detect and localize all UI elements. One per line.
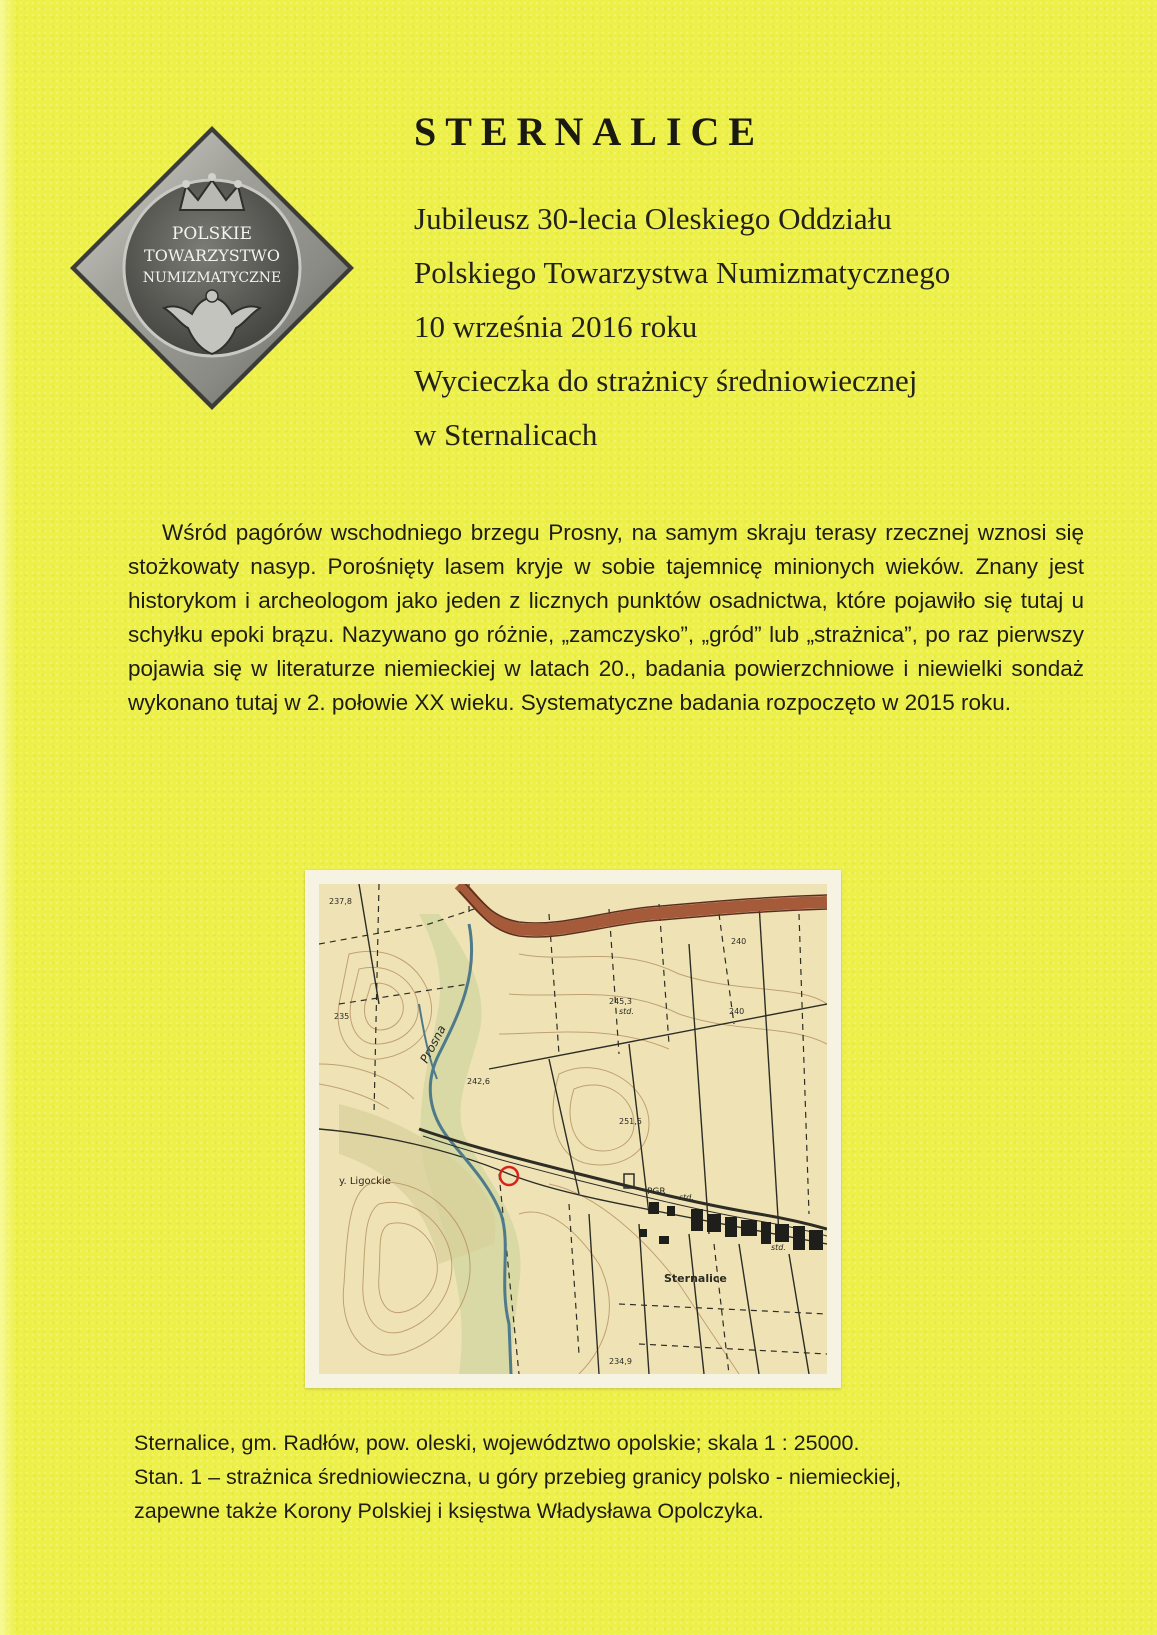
event-subtitle bbox=[414, 192, 1114, 462]
map-label-std-2: std. bbox=[771, 1243, 786, 1252]
subtitle-line: Wycieczka do strażnicy średniowiecznej bbox=[414, 363, 918, 398]
map-caption bbox=[134, 1426, 1134, 1528]
caption-line: Sternalice, gm. Radłów, pow. oleski, województwo opolskie; skala 1 : 25000. bbox=[134, 1431, 860, 1455]
map-label-std-1: std. bbox=[679, 1193, 694, 1202]
map-label-elevation: 237,8 bbox=[329, 897, 352, 906]
map-label-sternalice: Sternalice bbox=[664, 1272, 727, 1285]
badge-text-line-3: NUMIZMATYCZNE bbox=[142, 270, 282, 286]
page-edge bbox=[0, 0, 16, 1635]
map-label-elevation: 234,9 bbox=[609, 1357, 632, 1366]
map-label-pgr: PGR bbox=[647, 1187, 666, 1197]
map-label-elevation: 235 bbox=[334, 1012, 350, 1021]
map-label-elevation: 240 bbox=[731, 937, 747, 946]
caption-line: zapewne także Korony Polskiej i księstwa Władysława Opolczyka. bbox=[134, 1499, 764, 1523]
map-label-elevation: 251,5 bbox=[619, 1117, 642, 1126]
map-label-prosna: Prosna bbox=[417, 1022, 449, 1066]
society-badge-logo bbox=[62, 118, 362, 418]
subtitle-line: 10 września 2016 roku bbox=[414, 309, 698, 344]
page-title: STERNALICE bbox=[414, 109, 765, 154]
map-frame bbox=[305, 870, 841, 1388]
body-paragraph: Wśród pagórów wschodniego brzegu Prosny, na samym skraju terasy rzecznej wznosi się stożkowaty nasyp. Porośnięty lasem kryje w sobie tajemnicę minionych wieków. Znany jest historykom i archeologom jako jeden z licznych punktów osadnictwa, które pojawiło się tutaj u schyłku epoki brązu. Nazywano go różnie, „zamczysko”, „gród” lub „strażnica”, po raz pierwszy pojawia się w literaturze niemieckiej w latach 20., badania powierzchniowe i niewielki sondaż wykonano tutaj w 2. połowie XX wieku. Systematyczne badania rozpoczęto w 2015 roku. bbox=[128, 520, 1084, 715]
map-label-elevation: 245,3 bbox=[609, 997, 632, 1006]
subtitle-line: Jubileusz 30-lecia Oleskiego Oddziału bbox=[414, 201, 892, 236]
topographic-map bbox=[319, 884, 827, 1374]
map-label-std-3: std. bbox=[619, 1007, 634, 1016]
badge-text-line-1: POLSKIE bbox=[171, 224, 253, 244]
caption-line: Stan. 1 – strażnica średniowieczna, u góry przebieg granicy polsko - niemieckiej, bbox=[134, 1465, 902, 1489]
map-label-elevation: 242,6 bbox=[467, 1077, 490, 1086]
map-label-ligockie: y. Ligockie bbox=[339, 1176, 391, 1187]
subtitle-line: Polskiego Towarzystwa Numizmatycznego bbox=[414, 255, 951, 290]
subtitle-line: w Sternalicach bbox=[414, 417, 598, 452]
map-label-elevation: 240 bbox=[729, 1007, 745, 1016]
badge-text-line-2: TOWARZYSTWO bbox=[144, 246, 280, 265]
